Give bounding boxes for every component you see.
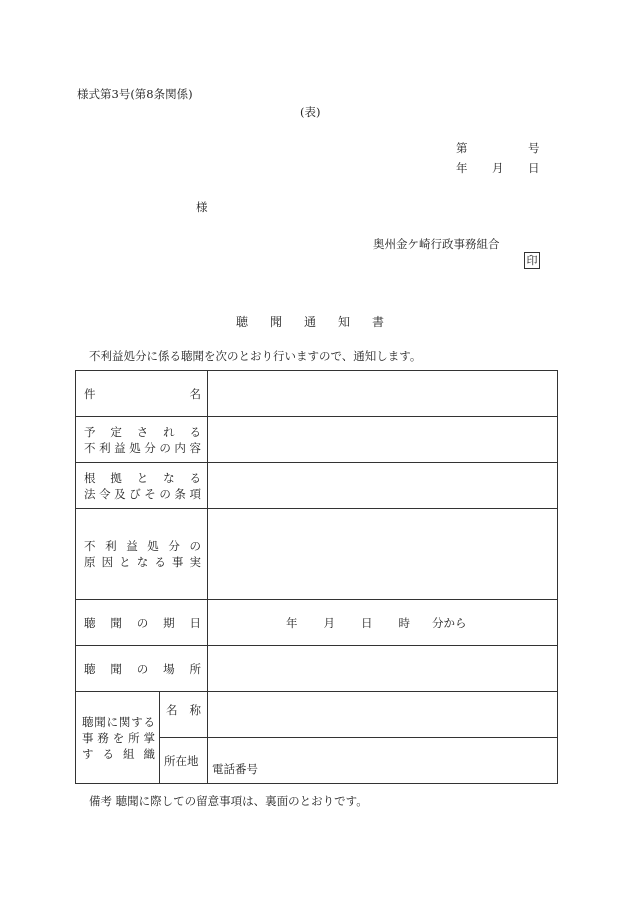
row-planned-disposition: [76, 417, 558, 463]
label-char: 実: [189, 555, 201, 569]
label-text: [84, 424, 201, 440]
label-char: 務: [97, 730, 109, 745]
label-char: 名: [166, 703, 178, 717]
label-char: の: [136, 615, 149, 630]
label-char: 聴: [84, 615, 96, 630]
label-text: [84, 538, 201, 554]
label-char: 益: [114, 440, 126, 455]
row-cause-facts: [76, 509, 558, 600]
label-char: 事: [171, 555, 184, 569]
label-char: の: [159, 486, 171, 501]
label-char: 条: [174, 486, 186, 501]
label-char: る: [189, 470, 201, 485]
label-char: る: [102, 746, 114, 761]
value-org-location[interactable]: [208, 738, 558, 784]
form-number: 様式第3号(第8条関係): [77, 87, 193, 101]
hearing-year-label: 年: [286, 615, 298, 630]
label-text: [82, 730, 155, 746]
label-char: 処: [129, 440, 141, 455]
label-char: 所: [189, 661, 201, 676]
label-char: 聴: [84, 661, 96, 676]
label-org-name: [160, 692, 208, 738]
value-hearing-date[interactable]: [208, 600, 558, 646]
label-char: と: [119, 555, 131, 569]
label-char: れ: [163, 424, 175, 439]
label-char: 令: [99, 486, 111, 501]
label-char: 分: [144, 440, 156, 455]
label-char: 原: [84, 555, 96, 569]
label-text: [84, 386, 201, 402]
label-char: 拠: [110, 470, 122, 485]
label-char: 根: [84, 470, 96, 485]
label-org-location: 所在地: [160, 738, 208, 784]
label-char: 聞: [110, 661, 122, 676]
value-matter[interactable]: [208, 371, 558, 417]
label-char: 期: [163, 615, 175, 630]
addressee-honorific: 様: [196, 200, 208, 214]
label-char: そ: [144, 486, 156, 501]
label-char: る: [154, 555, 166, 569]
label-organization: [76, 692, 160, 784]
label-text: [84, 470, 201, 486]
label-char: る: [189, 424, 201, 439]
value-legal-basis[interactable]: [208, 463, 558, 509]
value-org-name[interactable]: [208, 692, 558, 738]
remarks-text: 備考 聴聞に際しての留意事項は、裏面のとおりです。: [89, 794, 368, 808]
row-org-name: [76, 692, 558, 738]
label-char: 名: [189, 386, 201, 401]
hearing-hour-label: 時: [398, 615, 410, 630]
label-char: 事: [82, 730, 94, 745]
phone-label: 電話番号: [212, 762, 258, 776]
label-text: [84, 554, 201, 570]
row-matter: [76, 371, 558, 417]
label-char: 組: [123, 746, 135, 761]
issuer-name: 奥州金ケ崎行政事務組合: [373, 237, 500, 251]
label-char: る: [143, 714, 155, 729]
label-char: さ: [136, 424, 149, 439]
label-char: 益: [126, 539, 138, 553]
document-title: 聴聞通知書: [236, 315, 407, 329]
label-char: 分: [168, 539, 180, 553]
label-char: 利: [105, 539, 117, 553]
label-hearing-place: [76, 646, 208, 692]
label-char: な: [136, 555, 149, 569]
label-char: 内: [174, 440, 186, 455]
label-char: す: [82, 746, 94, 761]
label-char: 聴: [82, 714, 94, 729]
label-hearing-date: [76, 600, 208, 646]
date-day-label: 日: [528, 161, 540, 175]
hearing-month-label: 月: [323, 615, 335, 630]
label-char: を: [112, 730, 125, 745]
intro-text: 不利益処分に係る聴聞を次のとおり行いますので、通知します。: [89, 349, 422, 363]
label-char: 件: [84, 386, 96, 401]
label-char: 掌: [143, 730, 155, 745]
label-char: の: [159, 440, 171, 455]
label-char: の: [189, 539, 201, 553]
date-year-label: 年: [456, 161, 468, 175]
label-char: 聞: [94, 714, 106, 729]
label-char: 日: [189, 615, 201, 630]
label-char: に: [106, 714, 119, 729]
hearing-minute-label: 分から: [432, 615, 467, 630]
label-char: 法: [84, 486, 96, 501]
label-char: の: [136, 661, 149, 676]
label-char: 関: [118, 714, 131, 729]
label-cause-facts: [76, 509, 208, 600]
label-text: [84, 661, 201, 677]
label-text: [82, 746, 155, 762]
label-char: 及: [114, 486, 126, 501]
side-label: (表): [300, 105, 321, 119]
document-number-suffix: 号: [528, 141, 540, 155]
seal-mark: 印: [524, 252, 540, 269]
label-char: 場: [163, 661, 175, 676]
label-text: [166, 702, 201, 718]
row-hearing-place: [76, 646, 558, 692]
label-char: 聞: [110, 615, 122, 630]
label-text: [84, 615, 201, 631]
hearing-notice-table: [75, 370, 558, 784]
label-text: [84, 486, 201, 502]
label-char: び: [129, 486, 141, 501]
label-char: 織: [143, 746, 155, 761]
label-char: と: [136, 470, 149, 485]
label-planned-disposition: [76, 417, 208, 463]
row-hearing-date: [76, 600, 558, 646]
value-hearing-place[interactable]: [208, 646, 558, 692]
label-char: 称: [189, 703, 201, 717]
label-char: な: [163, 470, 175, 485]
label-char: 容: [189, 440, 201, 455]
label-legal-basis: [76, 463, 208, 509]
label-text: [82, 714, 155, 730]
label-char: 予: [84, 424, 96, 439]
hearing-day-label: 日: [361, 615, 373, 630]
label-char: 項: [189, 486, 201, 501]
label-char: 所: [128, 730, 140, 745]
label-char: す: [131, 714, 143, 729]
label-char: 不: [84, 440, 96, 455]
label-char: 処: [147, 539, 159, 553]
value-cause-facts[interactable]: [208, 509, 558, 600]
label-char: 定: [110, 424, 122, 439]
label-matter: [76, 371, 208, 417]
label-char: 因: [101, 555, 114, 569]
row-legal-basis: [76, 463, 558, 509]
label-text: [84, 440, 201, 456]
date-month-label: 月: [492, 161, 504, 175]
document-number-prefix: 第: [456, 141, 468, 155]
label-char: 不: [84, 539, 96, 553]
label-char: 利: [99, 440, 111, 455]
value-planned-disposition[interactable]: [208, 417, 558, 463]
